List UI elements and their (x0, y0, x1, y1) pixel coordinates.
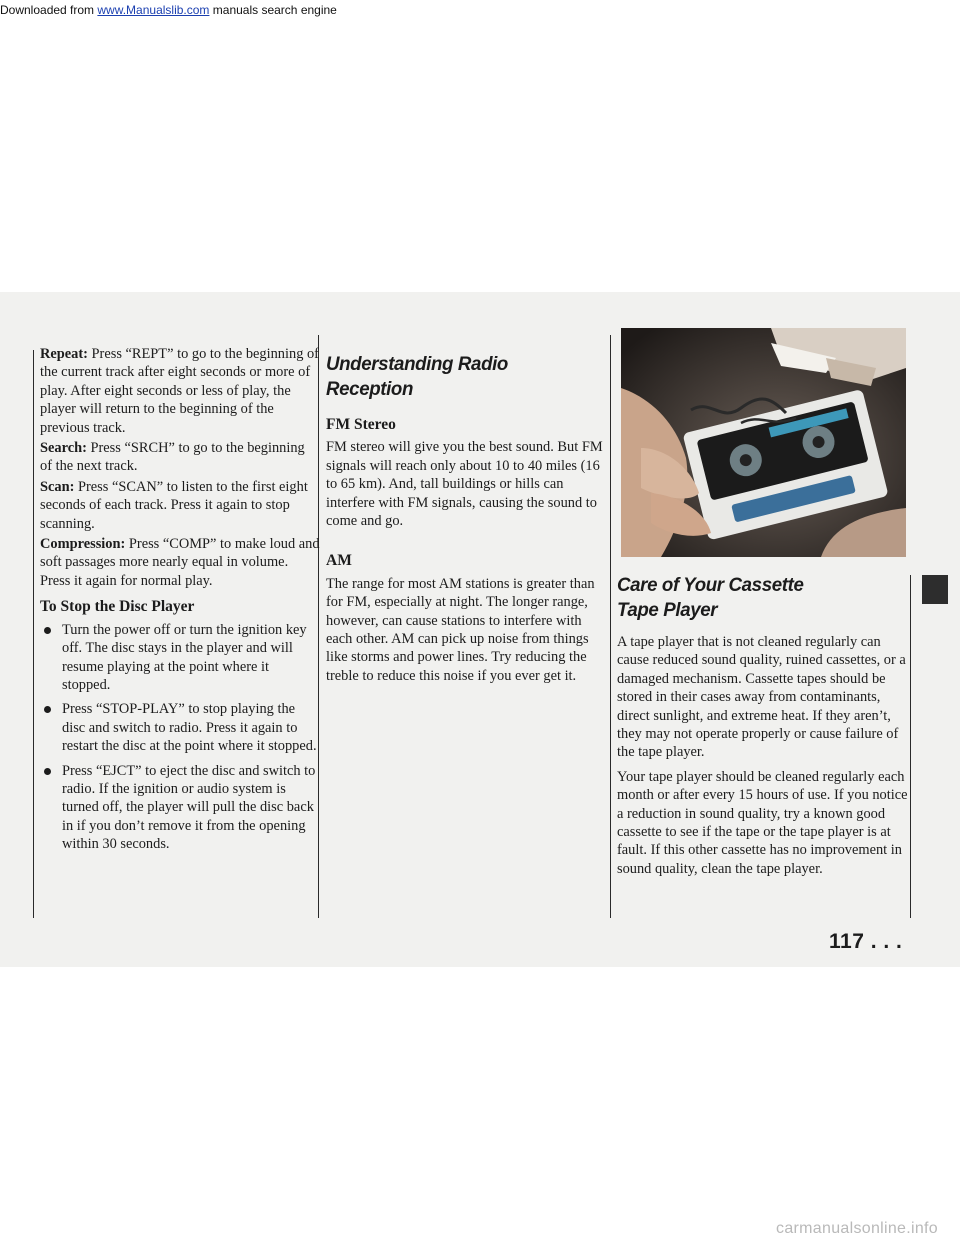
cassette-cleaning-image (621, 328, 906, 557)
compression-text: Press “COMP” to make loud and soft passages more nearly equal in volume. Press it again for normal play. (40, 536, 320, 589)
header-suffix: manuals search engine (209, 3, 337, 17)
cassette-photo (621, 328, 906, 557)
am-heading: AM (326, 552, 352, 570)
page-number: 117 . . . (829, 930, 903, 953)
bullet-text: Turn the power off or turn the ignition key off. The disc stays in the player and will resume playing at the point where it stopped. (62, 621, 307, 693)
repeat-paragraph (40, 345, 320, 437)
cassette-care-title: Care of Your Cassette Tape Player (617, 574, 804, 621)
section-tab-marker (922, 575, 948, 604)
compression-label: Compression: (40, 536, 126, 553)
bullet-icon (44, 768, 51, 775)
scan-paragraph (40, 478, 320, 533)
bullet-icon (44, 706, 51, 713)
column-rule-right (610, 335, 611, 918)
radio-reception-title: Understanding Radio Reception (326, 353, 508, 400)
search-text: Press “SRCH” to go to the beginning of the next track. (40, 440, 305, 475)
column-rule-left (33, 350, 34, 918)
bullet-text: Press “STOP-PLAY” to stop playing the disc and switch to radio. Press it again to restart the disc at the point where it stopped. (62, 701, 317, 755)
list-item (40, 762, 320, 854)
manualslib-link[interactable]: www.Manualslib.com (97, 3, 210, 17)
repeat-label: Repeat: (40, 346, 88, 362)
header-prefix: Downloaded from (0, 3, 98, 17)
cassette-care-paragraph-2: Your tape player should be cleaned regularly each month or after every 15 hours of use. If you notice a reduction in sound quality, try a known good cassette to see if the tape or the tape player is at fault. If this other cassette has no improvement in sound quality, clean the tape player. (617, 768, 908, 877)
search-paragraph (40, 439, 320, 476)
footer-watermark: carmanualsonline.info (776, 1220, 938, 1237)
am-text: The range for most AM stations is greater than for FM, especially at night. The longer range, however, can cause stations to interfere with each other. AM can pick up noise from things like storms and power lines. Try reducing the treble to reduce this noise if you ever get it. (326, 575, 595, 684)
cassette-care-paragraph-1: A tape player that is not cleaned regularly can cause reduced sound quality, ruined cassettes, or a damaged mechanism. Cassette tapes should be stored in their cases away from contaminants, direct sunlight, and extreme heat. If they aren’t, they may not operate properly or cause failure of the tape player. (617, 634, 906, 761)
search-label: Search: (40, 440, 87, 457)
list-item (40, 700, 320, 755)
scan-label: Scan: (40, 478, 75, 495)
scan-text: Press “SCAN” to listen to the first eight seconds of each track. Press it again to stop scanning. (40, 478, 308, 532)
bullet-text: Press “EJCT” to eject the disc and switch to radio. If the ignition or audio system is turned off, the player will pull the disc back in if you don’t remove it from the opening within 30 seconds. (62, 762, 316, 853)
list-item (40, 621, 320, 695)
stop-disc-heading: To Stop the Disc Player (40, 598, 195, 616)
repeat-text: Press “REPT” to go to the beginning of the current track after eight seconds or more of play. After eight seconds or less of play, the player will return to the beginning of the previous track. (40, 346, 319, 436)
column-disc-controls (40, 345, 320, 860)
fm-stereo-text: FM stereo will give you the best sound. But FM signals will reach only about 10 to 40 miles (16 to 65 km). And, tall buildings or hills can interfere with FM signals, causing the sound to come and go. (326, 439, 603, 530)
compression-paragraph (40, 535, 320, 590)
column-cassette-care (617, 573, 912, 880)
fm-stereo-heading: FM Stereo (326, 416, 396, 433)
bullet-icon (44, 627, 51, 634)
download-header (0, 0, 960, 20)
column-radio-reception (326, 352, 608, 687)
stop-disc-list (40, 621, 320, 854)
